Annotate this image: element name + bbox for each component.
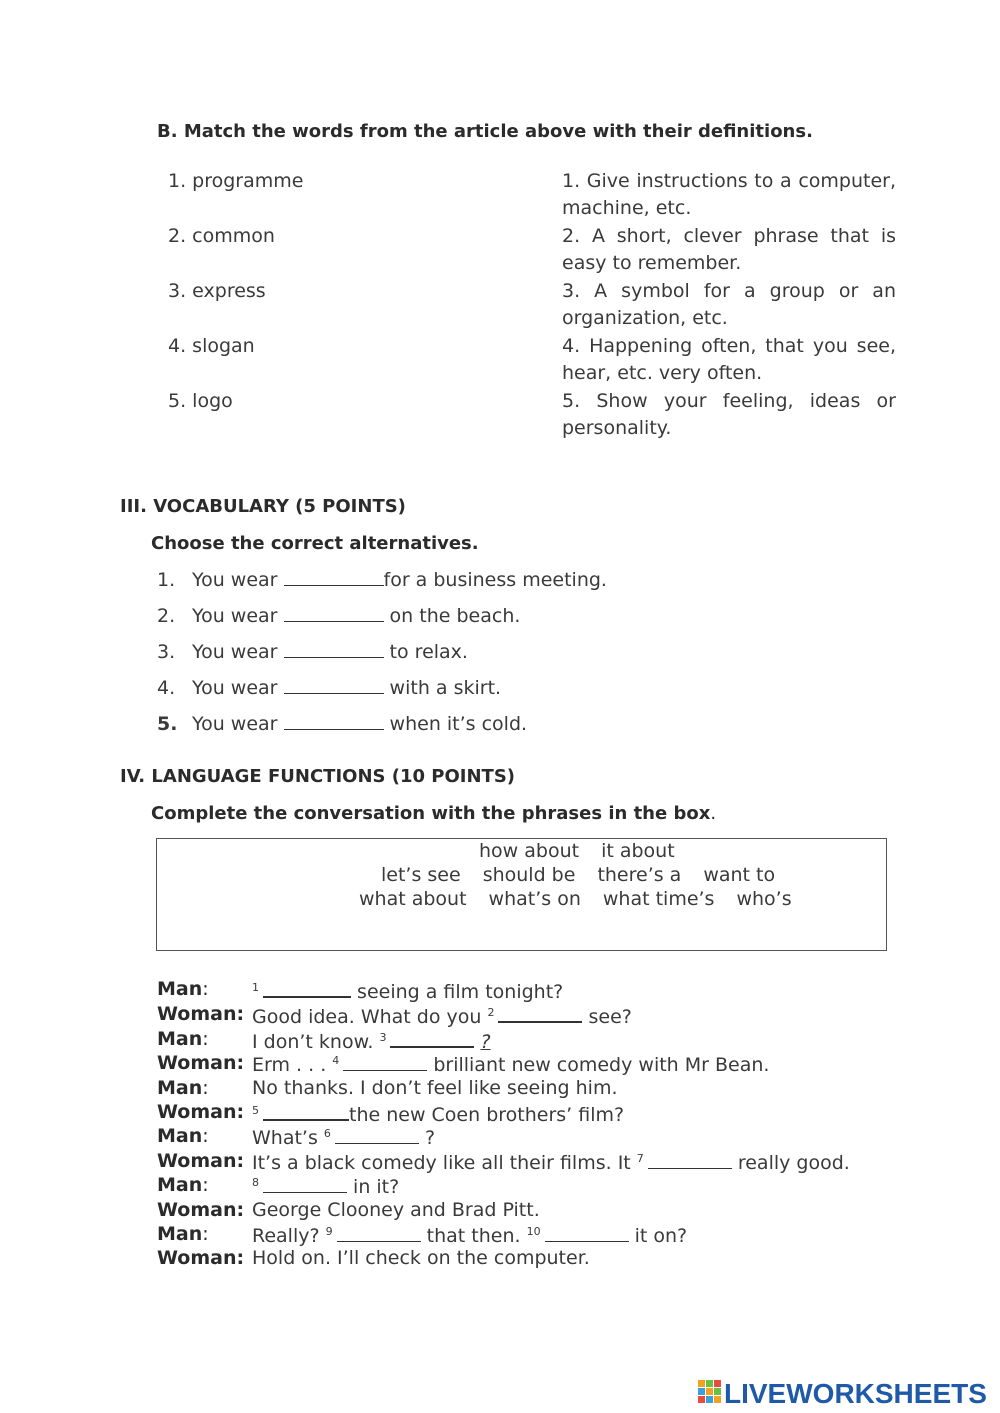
phrase: should be bbox=[482, 864, 576, 886]
phrase: want to bbox=[703, 864, 776, 886]
dialogue-line-5: No thanks. I don’t feel like seeing him. bbox=[252, 1077, 618, 1099]
answer-blank[interactable] bbox=[284, 711, 384, 730]
vocab-item-number: 5. bbox=[157, 713, 178, 735]
answer-blank[interactable] bbox=[498, 1003, 582, 1023]
dialogue-line-6: $^5$ the new Coen brothers’ film? bbox=[252, 1101, 624, 1126]
definition-4: 4. Happening often, that you see, hear, etc. very often. bbox=[562, 335, 896, 384]
answer-blank[interactable] bbox=[284, 567, 384, 586]
dialogue-line-7: What’s $^6$ ? bbox=[252, 1126, 436, 1149]
speaker-label: Man: bbox=[157, 1223, 209, 1245]
answer-blank[interactable] bbox=[335, 1125, 419, 1144]
answer-blank[interactable] bbox=[284, 675, 384, 694]
phrase: what about bbox=[359, 888, 467, 910]
dialogue-line-10: George Clooney and Brad Pitt. bbox=[252, 1199, 540, 1221]
speaker-label: Man: bbox=[157, 1077, 209, 1099]
liveworksheets-logo-icon bbox=[698, 1380, 722, 1408]
phrase: what’s on bbox=[488, 888, 581, 910]
language-functions-heading: IV. LANGUAGE FUNCTIONS (10 POINTS) bbox=[120, 766, 516, 787]
vocab-item-3 bbox=[157, 639, 468, 663]
dialogue-line-12: Hold on. I’ll check on the computer. bbox=[252, 1247, 590, 1269]
vocab-item-text: to relax. bbox=[383, 641, 468, 663]
match-word-1: 1. programme bbox=[168, 170, 304, 192]
phrase: how about bbox=[479, 840, 580, 862]
vocab-item-text: on the beach. bbox=[383, 605, 521, 627]
answer-blank[interactable] bbox=[284, 603, 384, 622]
speaker-label: Man: bbox=[157, 1028, 209, 1050]
answer-blank[interactable] bbox=[263, 1101, 349, 1121]
vocab-item-number: 3. bbox=[157, 641, 176, 663]
match-word-5: 5. logo bbox=[168, 390, 233, 412]
vocab-item-text: when it’s cold. bbox=[383, 713, 528, 735]
vocab-item-number: 2. bbox=[157, 605, 176, 627]
vocab-item-2 bbox=[157, 603, 520, 627]
dialogue-line-11: Really? $^9$ that then. $^{10}$ it on? bbox=[252, 1224, 688, 1247]
answer-blank[interactable] bbox=[390, 1028, 474, 1048]
vocab-item-text: You wear bbox=[192, 569, 284, 591]
dialogue-line-8: It’s a black comedy like all their films. It $^7$ really good. bbox=[252, 1151, 850, 1174]
vocab-item-text: You wear bbox=[192, 605, 284, 627]
match-word-3: 3. express bbox=[168, 280, 266, 302]
speaker-label: Woman: bbox=[157, 1199, 245, 1221]
answer-blank[interactable] bbox=[545, 1223, 629, 1242]
speaker-label: Woman: bbox=[157, 1052, 245, 1074]
language-functions-instruction: Complete the conversation with the phrases in the box. bbox=[151, 803, 717, 824]
answer-blank[interactable] bbox=[263, 978, 351, 998]
phrase: let’s see bbox=[381, 864, 461, 886]
phrase-row-3 bbox=[359, 888, 1000, 910]
speaker-label: Man: bbox=[157, 978, 209, 1000]
match-word-4: 4. slogan bbox=[168, 335, 255, 357]
dialogue-line-1: $^1$ seeing a film tonight? bbox=[252, 978, 563, 1003]
dialogue-line-2: Good idea. What do you $^2$ see? bbox=[252, 1003, 632, 1028]
answer-blank[interactable] bbox=[648, 1150, 732, 1169]
speaker-label: Woman: bbox=[157, 1003, 245, 1025]
vocab-item-text: You wear bbox=[192, 641, 284, 663]
dialogue-line-9: $^8$ in it? bbox=[252, 1175, 400, 1198]
vocab-item-text: for a business meeting. bbox=[383, 569, 607, 591]
phrase-row-2 bbox=[381, 864, 1000, 886]
definition-2: 2. A short, clever phrase that is easy to remember. bbox=[562, 225, 896, 274]
answer-blank[interactable] bbox=[263, 1174, 347, 1193]
answer-blank[interactable] bbox=[343, 1052, 427, 1071]
phrase: what time’s bbox=[602, 888, 715, 910]
answer-blank[interactable] bbox=[284, 639, 384, 658]
vocab-item-number: 1. bbox=[157, 569, 176, 591]
definition-5: 5. Show your feeling, ideas or personality. bbox=[562, 390, 896, 439]
phrase: it about bbox=[601, 840, 675, 862]
answer-blank[interactable] bbox=[337, 1223, 421, 1242]
vocab-item-number: 4. bbox=[157, 677, 176, 699]
phrase-box bbox=[156, 838, 887, 951]
phrase: who’s bbox=[736, 888, 792, 910]
speaker-label: Man: bbox=[157, 1174, 209, 1196]
speaker-label: Woman: bbox=[157, 1101, 245, 1123]
section-b-heading: B. Match the words from the article above with their definitions. bbox=[157, 121, 813, 142]
speaker-label: Woman: bbox=[157, 1150, 245, 1172]
speaker-label: Man: bbox=[157, 1125, 209, 1147]
liveworksheets-brand: LIVEWORKSHEETS bbox=[724, 1378, 987, 1409]
vocabulary-instruction: Choose the correct alternatives. bbox=[151, 533, 479, 554]
vocab-item-text: You wear bbox=[192, 677, 284, 699]
phrase-row-1 bbox=[479, 840, 1000, 862]
match-word-2: 2. common bbox=[168, 225, 275, 247]
vocab-item-text: You wear bbox=[192, 713, 284, 735]
definition-3: 3. A symbol for a group or an organization, etc. bbox=[562, 280, 896, 329]
vocab-item-text: with a skirt. bbox=[383, 677, 502, 699]
vocab-item-4 bbox=[157, 675, 501, 699]
dialogue-line-3: I don’t know. $^3$ ? bbox=[252, 1028, 491, 1053]
vocabulary-heading: III. VOCABULARY (5 POINTS) bbox=[120, 496, 406, 517]
speaker-label: Woman: bbox=[157, 1247, 245, 1269]
definition-1: 1. Give instructions to a computer, machine, etc. bbox=[562, 170, 896, 219]
dialogue-line-4: Erm . . . $^4$ brilliant new comedy with Mr Bean. bbox=[252, 1053, 770, 1076]
phrase: there’s a bbox=[597, 864, 682, 886]
vocab-item-1 bbox=[157, 567, 607, 591]
vocab-item-5 bbox=[157, 711, 527, 735]
